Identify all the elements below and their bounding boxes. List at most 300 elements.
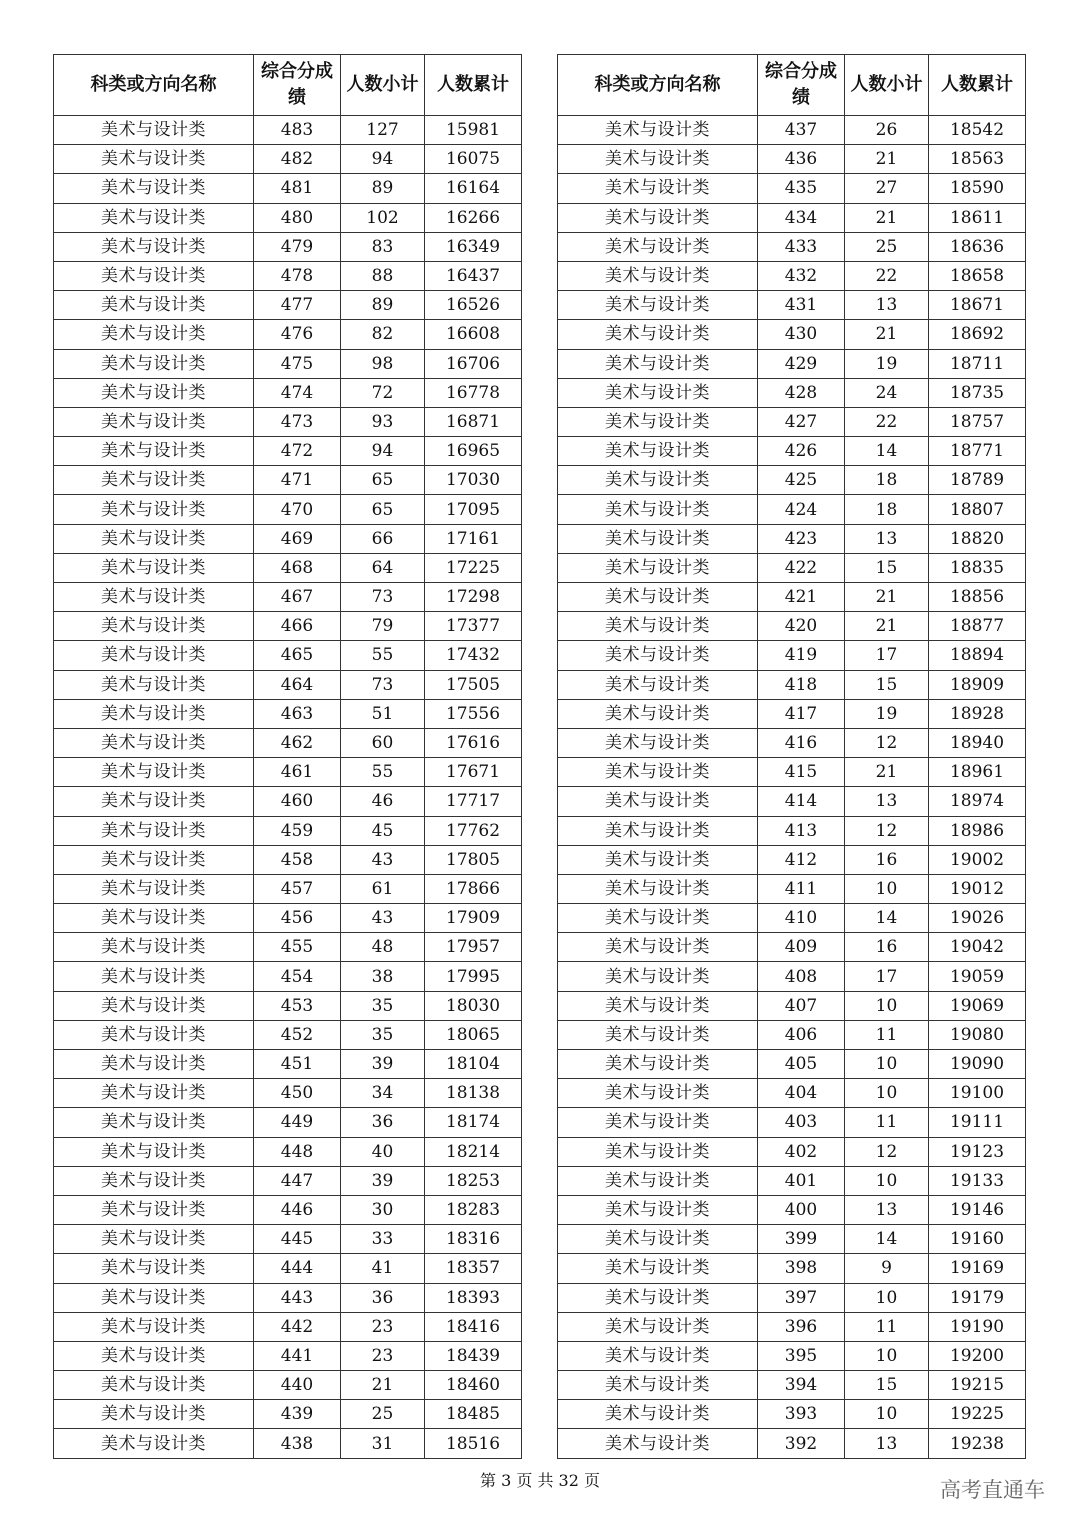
cell-score: 483	[254, 116, 341, 145]
cell-score: 406	[758, 1020, 845, 1049]
cell-category: 美术与设计类	[54, 495, 254, 524]
cell-count: 60	[341, 728, 425, 757]
cell-count: 94	[341, 437, 425, 466]
table-row	[558, 407, 1026, 436]
table-row	[558, 1254, 1026, 1283]
cell-cumulative: 17762	[425, 816, 522, 845]
cell-category: 美术与设计类	[54, 1283, 254, 1312]
cell-score: 453	[254, 991, 341, 1020]
cell-score: 442	[254, 1312, 341, 1341]
cell-category: 美术与设计类	[558, 1050, 758, 1079]
cell-cumulative: 19146	[929, 1195, 1026, 1224]
watermark-text: 高考直通车	[940, 1478, 1045, 1502]
table-row	[558, 261, 1026, 290]
cell-category: 美术与设计类	[558, 524, 758, 553]
cell-count: 41	[341, 1254, 425, 1283]
cell-category: 美术与设计类	[54, 1341, 254, 1370]
cell-cumulative: 17030	[425, 466, 522, 495]
cell-count: 98	[341, 349, 425, 378]
cell-category: 美术与设计类	[54, 1429, 254, 1458]
table-row	[558, 1312, 1026, 1341]
cell-category: 美术与设计类	[558, 378, 758, 407]
cell-count: 65	[341, 495, 425, 524]
table-row	[54, 670, 522, 699]
table-row	[54, 1254, 522, 1283]
cell-cumulative: 18253	[425, 1166, 522, 1195]
cell-category: 美术与设计类	[54, 553, 254, 582]
cell-count: 94	[341, 145, 425, 174]
cell-score: 429	[758, 349, 845, 378]
cell-count: 18	[845, 466, 929, 495]
cell-count: 11	[845, 1312, 929, 1341]
cell-count: 15	[845, 670, 929, 699]
table-row	[558, 1050, 1026, 1079]
header-row	[558, 55, 1026, 116]
cell-cumulative: 16965	[425, 437, 522, 466]
cell-score: 472	[254, 437, 341, 466]
cell-cumulative: 17717	[425, 787, 522, 816]
cell-score: 444	[254, 1254, 341, 1283]
cell-score: 402	[758, 1137, 845, 1166]
table-row	[558, 1166, 1026, 1195]
table-row	[54, 699, 522, 728]
cell-cumulative: 18439	[425, 1341, 522, 1370]
table-row	[54, 261, 522, 290]
cell-cumulative: 19179	[929, 1283, 1026, 1312]
cell-count: 43	[341, 845, 425, 874]
table-row	[558, 1400, 1026, 1429]
cell-count: 64	[341, 553, 425, 582]
cell-count: 102	[341, 203, 425, 232]
cell-count: 26	[845, 116, 929, 145]
cell-count: 23	[341, 1341, 425, 1370]
cell-category: 美术与设计类	[558, 1108, 758, 1137]
cell-score: 404	[758, 1079, 845, 1108]
cell-count: 10	[845, 991, 929, 1020]
table-body-right	[558, 116, 1026, 1459]
cell-score: 441	[254, 1341, 341, 1370]
cell-cumulative: 18807	[929, 495, 1026, 524]
cell-cumulative: 17909	[425, 904, 522, 933]
cell-cumulative: 17095	[425, 495, 522, 524]
cell-score: 421	[758, 583, 845, 612]
cell-count: 17	[845, 962, 929, 991]
cell-cumulative: 19123	[929, 1137, 1026, 1166]
table-row	[54, 524, 522, 553]
cell-category: 美术与设计类	[558, 1254, 758, 1283]
cell-category: 美术与设计类	[558, 174, 758, 203]
cell-score: 425	[758, 466, 845, 495]
cell-cumulative: 19238	[929, 1429, 1026, 1458]
cell-category: 美术与设计类	[54, 612, 254, 641]
cell-cumulative: 19160	[929, 1225, 1026, 1254]
table-body-left	[54, 116, 522, 1459]
table-row	[54, 845, 522, 874]
cell-cumulative: 17957	[425, 933, 522, 962]
cell-category: 美术与设计类	[558, 933, 758, 962]
cell-score: 419	[758, 641, 845, 670]
cell-cumulative: 17161	[425, 524, 522, 553]
cell-count: 79	[341, 612, 425, 641]
table-row	[558, 232, 1026, 261]
cell-category: 美术与设计类	[54, 699, 254, 728]
cell-cumulative: 18986	[929, 816, 1026, 845]
table-row	[54, 378, 522, 407]
cell-category: 美术与设计类	[54, 904, 254, 933]
table-row	[558, 1137, 1026, 1166]
cell-category: 美术与设计类	[558, 787, 758, 816]
cell-category: 美术与设计类	[54, 1166, 254, 1195]
header-cumulative: 人数累计	[929, 55, 1026, 116]
cell-category: 美术与设计类	[54, 874, 254, 903]
cell-score: 455	[254, 933, 341, 962]
cell-cumulative: 18214	[425, 1137, 522, 1166]
cell-score: 417	[758, 699, 845, 728]
cell-score: 411	[758, 874, 845, 903]
table-row	[558, 816, 1026, 845]
cell-category: 美术与设计类	[54, 1137, 254, 1166]
cell-count: 10	[845, 1400, 929, 1429]
cell-category: 美术与设计类	[54, 962, 254, 991]
cell-cumulative: 18835	[929, 553, 1026, 582]
cell-category: 美术与设计类	[558, 437, 758, 466]
cell-category: 美术与设计类	[54, 116, 254, 145]
cell-score: 396	[758, 1312, 845, 1341]
cell-category: 美术与设计类	[558, 261, 758, 290]
table-row	[558, 991, 1026, 1020]
cell-count: 83	[341, 232, 425, 261]
cell-score: 436	[758, 145, 845, 174]
cell-category: 美术与设计类	[558, 1371, 758, 1400]
cell-category: 美术与设计类	[54, 1108, 254, 1137]
score-table-left	[53, 54, 522, 1459]
cell-cumulative: 17505	[425, 670, 522, 699]
header-name: 科类或方向名称	[558, 55, 758, 116]
cell-count: 39	[341, 1166, 425, 1195]
cell-category: 美术与设计类	[558, 1400, 758, 1429]
cell-cumulative: 18485	[425, 1400, 522, 1429]
cell-count: 35	[341, 1020, 425, 1049]
cell-score: 400	[758, 1195, 845, 1224]
cell-cumulative: 18283	[425, 1195, 522, 1224]
cell-count: 89	[341, 291, 425, 320]
table-row	[54, 1341, 522, 1370]
cell-count: 34	[341, 1079, 425, 1108]
cell-score: 457	[254, 874, 341, 903]
cell-score: 440	[254, 1371, 341, 1400]
cell-count: 24	[845, 378, 929, 407]
cell-cumulative: 19225	[929, 1400, 1026, 1429]
table-row	[558, 291, 1026, 320]
cell-score: 482	[254, 145, 341, 174]
cell-score: 434	[758, 203, 845, 232]
cell-cumulative: 18104	[425, 1050, 522, 1079]
cell-score: 428	[758, 378, 845, 407]
cell-score: 430	[758, 320, 845, 349]
cell-score: 474	[254, 378, 341, 407]
cell-score: 462	[254, 728, 341, 757]
cell-cumulative: 18174	[425, 1108, 522, 1137]
cell-cumulative: 18516	[425, 1429, 522, 1458]
cell-score: 461	[254, 758, 341, 787]
cell-category: 美术与设计类	[558, 466, 758, 495]
page-footer: 第 3 页 共 32 页	[480, 1471, 600, 1490]
cell-count: 21	[845, 758, 929, 787]
cell-cumulative: 18611	[929, 203, 1026, 232]
cell-cumulative: 19080	[929, 1020, 1026, 1049]
table-row	[54, 1108, 522, 1137]
table-row	[558, 437, 1026, 466]
table-row	[558, 583, 1026, 612]
table-row	[558, 495, 1026, 524]
table-row	[558, 845, 1026, 874]
table-row	[558, 553, 1026, 582]
cell-score: 439	[254, 1400, 341, 1429]
cell-category: 美术与设计类	[54, 1020, 254, 1049]
cell-score: 433	[758, 232, 845, 261]
cell-score: 423	[758, 524, 845, 553]
cell-count: 39	[341, 1050, 425, 1079]
table-row	[558, 670, 1026, 699]
cell-category: 美术与设计类	[558, 495, 758, 524]
cell-cumulative: 16871	[425, 407, 522, 436]
cell-score: 431	[758, 291, 845, 320]
table-row	[558, 728, 1026, 757]
cell-score: 418	[758, 670, 845, 699]
cell-count: 14	[845, 437, 929, 466]
table-row	[558, 524, 1026, 553]
cell-score: 456	[254, 904, 341, 933]
cell-score: 477	[254, 291, 341, 320]
cell-category: 美术与设计类	[54, 670, 254, 699]
table-row	[54, 1079, 522, 1108]
cell-score: 463	[254, 699, 341, 728]
cell-count: 61	[341, 874, 425, 903]
cell-count: 19	[845, 349, 929, 378]
cell-score: 427	[758, 407, 845, 436]
cell-count: 25	[845, 232, 929, 261]
cell-cumulative: 18138	[425, 1079, 522, 1108]
cell-category: 美术与设计类	[54, 1079, 254, 1108]
cell-cumulative: 18030	[425, 991, 522, 1020]
table-row	[558, 1341, 1026, 1370]
cell-cumulative: 19090	[929, 1050, 1026, 1079]
cell-cumulative: 18460	[425, 1371, 522, 1400]
cell-score: 435	[758, 174, 845, 203]
cell-cumulative: 18393	[425, 1283, 522, 1312]
cell-score: 473	[254, 407, 341, 436]
table-row	[54, 1020, 522, 1049]
cell-cumulative: 18909	[929, 670, 1026, 699]
cell-category: 美术与设计类	[54, 145, 254, 174]
cell-count: 10	[845, 1079, 929, 1108]
cell-cumulative: 17616	[425, 728, 522, 757]
cell-count: 31	[341, 1429, 425, 1458]
cell-score: 478	[254, 261, 341, 290]
cell-category: 美术与设计类	[54, 407, 254, 436]
cell-score: 469	[254, 524, 341, 553]
cell-count: 9	[845, 1254, 929, 1283]
cell-score: 443	[254, 1283, 341, 1312]
cell-count: 21	[845, 612, 929, 641]
cell-score: 458	[254, 845, 341, 874]
cell-count: 88	[341, 261, 425, 290]
cell-score: 415	[758, 758, 845, 787]
header-count: 人数小计	[341, 55, 425, 116]
cell-count: 30	[341, 1195, 425, 1224]
cell-count: 14	[845, 904, 929, 933]
cell-count: 10	[845, 1050, 929, 1079]
table-row	[558, 933, 1026, 962]
table-row	[54, 495, 522, 524]
cell-cumulative: 18735	[929, 378, 1026, 407]
cell-cumulative: 18940	[929, 728, 1026, 757]
cell-score: 414	[758, 787, 845, 816]
table-row	[54, 116, 522, 145]
header-row	[54, 55, 522, 116]
cell-category: 美术与设计类	[54, 758, 254, 787]
cell-category: 美术与设计类	[54, 728, 254, 757]
cell-score: 393	[758, 1400, 845, 1429]
cell-score: 420	[758, 612, 845, 641]
cell-cumulative: 19012	[929, 874, 1026, 903]
cell-count: 15	[845, 1371, 929, 1400]
cell-category: 美术与设计类	[54, 1312, 254, 1341]
table-row	[54, 1225, 522, 1254]
cell-count: 36	[341, 1283, 425, 1312]
cell-category: 美术与设计类	[54, 1400, 254, 1429]
cell-category: 美术与设计类	[558, 612, 758, 641]
cell-category: 美术与设计类	[54, 641, 254, 670]
cell-cumulative: 18771	[929, 437, 1026, 466]
cell-count: 14	[845, 1225, 929, 1254]
cell-category: 美术与设计类	[54, 203, 254, 232]
cell-category: 美术与设计类	[558, 1020, 758, 1049]
cell-category: 美术与设计类	[558, 203, 758, 232]
cell-count: 19	[845, 699, 929, 728]
cell-count: 17	[845, 641, 929, 670]
cell-score: 409	[758, 933, 845, 962]
cell-count: 10	[845, 874, 929, 903]
cell-score: 450	[254, 1079, 341, 1108]
cell-category: 美术与设计类	[558, 349, 758, 378]
cell-cumulative: 16706	[425, 349, 522, 378]
cell-count: 16	[845, 933, 929, 962]
cell-score: 447	[254, 1166, 341, 1195]
cell-category: 美术与设计类	[54, 437, 254, 466]
table-row	[54, 1283, 522, 1312]
cell-score: 437	[758, 116, 845, 145]
cell-cumulative: 18065	[425, 1020, 522, 1049]
cell-count: 66	[341, 524, 425, 553]
cell-count: 33	[341, 1225, 425, 1254]
cell-category: 美术与设计类	[54, 291, 254, 320]
cell-score: 424	[758, 495, 845, 524]
cell-category: 美术与设计类	[54, 1225, 254, 1254]
cell-category: 美术与设计类	[558, 1429, 758, 1458]
cell-category: 美术与设计类	[558, 1283, 758, 1312]
cell-cumulative: 16526	[425, 291, 522, 320]
cell-cumulative: 18357	[425, 1254, 522, 1283]
cell-cumulative: 17995	[425, 962, 522, 991]
table-row	[558, 466, 1026, 495]
table-row	[54, 583, 522, 612]
cell-count: 21	[845, 583, 929, 612]
table-row	[558, 874, 1026, 903]
cell-count: 12	[845, 1137, 929, 1166]
cell-category: 美术与设计类	[558, 728, 758, 757]
table-row	[54, 1312, 522, 1341]
table-row	[54, 816, 522, 845]
cell-count: 51	[341, 699, 425, 728]
cell-category: 美术与设计类	[558, 1079, 758, 1108]
cell-count: 73	[341, 670, 425, 699]
cell-score: 460	[254, 787, 341, 816]
cell-cumulative: 17377	[425, 612, 522, 641]
cell-cumulative: 19190	[929, 1312, 1026, 1341]
cell-count: 13	[845, 1195, 929, 1224]
cell-cumulative: 17432	[425, 641, 522, 670]
table-row	[558, 641, 1026, 670]
cell-score: 438	[254, 1429, 341, 1458]
cell-score: 459	[254, 816, 341, 845]
cell-cumulative: 19100	[929, 1079, 1026, 1108]
table-row	[54, 291, 522, 320]
table-row	[558, 1371, 1026, 1400]
table-row	[54, 437, 522, 466]
table-row	[558, 1195, 1026, 1224]
cell-count: 55	[341, 641, 425, 670]
table-row	[558, 320, 1026, 349]
cell-count: 82	[341, 320, 425, 349]
cell-score: 403	[758, 1108, 845, 1137]
table-row	[54, 1137, 522, 1166]
table-row	[54, 728, 522, 757]
table-row	[54, 1371, 522, 1400]
cell-score: 476	[254, 320, 341, 349]
cell-count: 15	[845, 553, 929, 582]
cell-score: 470	[254, 495, 341, 524]
cell-count: 45	[341, 816, 425, 845]
cell-cumulative: 18671	[929, 291, 1026, 320]
cell-count: 93	[341, 407, 425, 436]
table-row	[558, 349, 1026, 378]
cell-cumulative: 18563	[929, 145, 1026, 174]
table-row	[558, 1225, 1026, 1254]
cell-score: 397	[758, 1283, 845, 1312]
table-row	[54, 407, 522, 436]
cell-count: 55	[341, 758, 425, 787]
score-table-right	[557, 54, 1026, 1459]
cell-category: 美术与设计类	[54, 466, 254, 495]
cell-cumulative: 16075	[425, 145, 522, 174]
cell-category: 美术与设计类	[54, 583, 254, 612]
cell-cumulative: 16164	[425, 174, 522, 203]
cell-count: 11	[845, 1020, 929, 1049]
cell-category: 美术与设计类	[558, 1166, 758, 1195]
cell-cumulative: 18416	[425, 1312, 522, 1341]
header-count: 人数小计	[845, 55, 929, 116]
cell-score: 468	[254, 553, 341, 582]
cell-score: 413	[758, 816, 845, 845]
cell-count: 35	[341, 991, 425, 1020]
cell-cumulative: 19069	[929, 991, 1026, 1020]
cell-count: 12	[845, 816, 929, 845]
table-row	[558, 904, 1026, 933]
table-row	[54, 904, 522, 933]
header-name: 科类或方向名称	[54, 55, 254, 116]
table-row	[54, 145, 522, 174]
